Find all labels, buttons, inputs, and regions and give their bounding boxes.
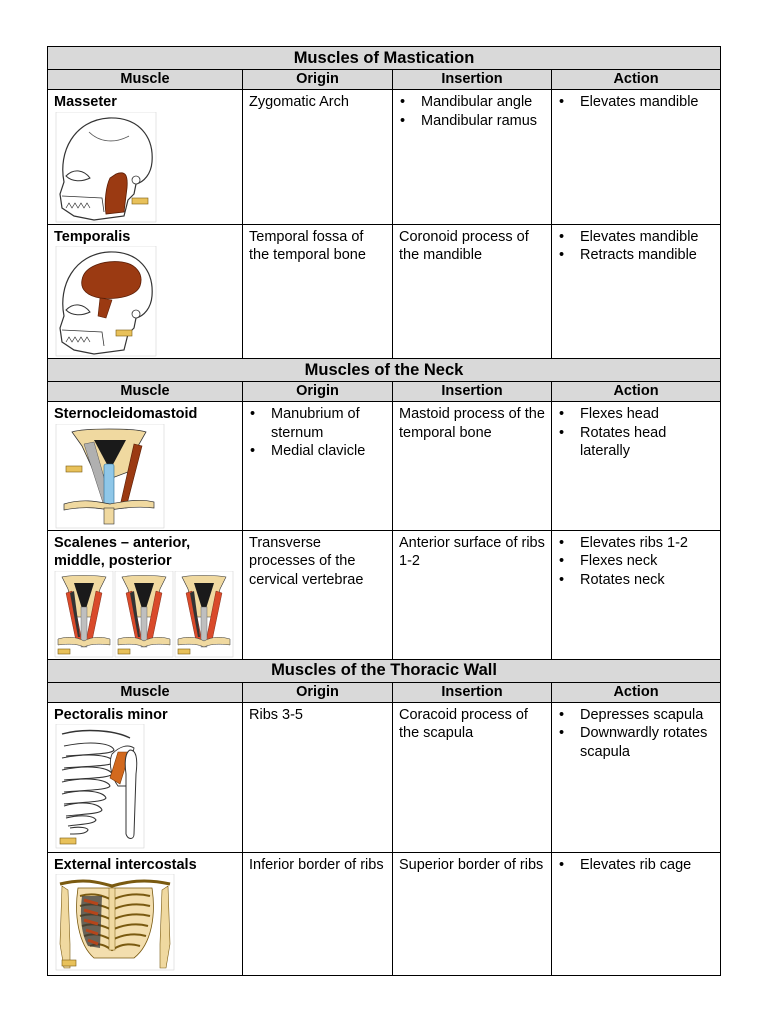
neck-scalenes-illustration [54, 571, 234, 659]
action-cell [552, 530, 721, 659]
section-title: Muscles of the Thoracic Wall [48, 659, 721, 682]
origin-cell: Transverse processes of the cervical vertebrae [243, 530, 393, 659]
insertion-cell [393, 90, 552, 225]
origin-cell: Inferior border of ribs [243, 852, 393, 975]
muscle-name: External intercostals [54, 856, 197, 873]
column-header-muscle: Muscle [48, 382, 243, 402]
insertion-list [399, 93, 546, 130]
origin-list [249, 405, 387, 461]
column-header-muscle: Muscle [48, 682, 243, 702]
list-item: • Downwardly rotates scapula [558, 724, 715, 761]
skull-masseter-illustration [54, 112, 159, 224]
column-header-action: Action [552, 70, 721, 90]
list-item: • Manubrium of sternum [249, 405, 387, 442]
column-header-insertion: Insertion [393, 70, 552, 90]
origin-cell [243, 402, 393, 531]
action-list [558, 405, 715, 461]
muscle-cell [48, 702, 243, 852]
table-row [48, 530, 721, 659]
column-header-action: Action [552, 382, 721, 402]
column-header-action: Action [552, 682, 721, 702]
action-list [558, 93, 715, 112]
muscle-cell [48, 530, 243, 659]
ribcage-intercostals-illustration [54, 874, 176, 972]
list-item: • Rotates neck [558, 571, 715, 590]
skull-temporalis-illustration [54, 246, 159, 358]
muscle-name: Masseter [54, 94, 117, 110]
column-header-muscle: Muscle [48, 70, 243, 90]
list-item: • Rotates head laterally [558, 424, 715, 461]
action-list [558, 534, 715, 590]
section-title: Muscles of the Neck [48, 359, 721, 382]
list-item: • Flexes head [558, 405, 715, 424]
origin-cell: Temporal fossa of the temporal bone [243, 224, 393, 359]
list-item: • Mandibular ramus [399, 112, 546, 131]
muscle-cell [48, 852, 243, 975]
muscle-cell [48, 90, 243, 225]
origin-cell: Ribs 3-5 [243, 702, 393, 852]
action-list [558, 856, 715, 875]
column-header-origin: Origin [243, 682, 393, 702]
list-item: • Elevates ribs 1-2 [558, 534, 715, 553]
list-item: • Elevates mandible [558, 93, 715, 112]
origin-cell: Zygomatic Arch [243, 90, 393, 225]
insertion-cell: Superior border of ribs [393, 852, 552, 975]
action-cell [552, 852, 721, 975]
list-item: • Flexes neck [558, 552, 715, 571]
list-item: • Retracts mandible [558, 246, 715, 265]
action-cell [552, 90, 721, 225]
muscle-name: Sternocleidomastoid [54, 406, 198, 422]
table-row [48, 702, 721, 852]
action-cell [552, 402, 721, 531]
muscle-name: Scalenes – anterior, middle, posterior [54, 534, 191, 569]
action-cell [552, 224, 721, 359]
list-item: • Depresses scapula [558, 706, 715, 725]
insertion-cell: Anterior surface of ribs 1-2 [393, 530, 552, 659]
insertion-cell: Mastoid process of the temporal bone [393, 402, 552, 531]
column-header-insertion: Insertion [393, 382, 552, 402]
column-header-insertion: Insertion [393, 682, 552, 702]
table-row [48, 224, 721, 359]
column-header-origin: Origin [243, 382, 393, 402]
column-header-origin: Origin [243, 70, 393, 90]
neck-sternocleidomastoid-illustration [54, 424, 166, 530]
ribcage-pectoralis-illustration [54, 724, 146, 850]
action-list [558, 706, 715, 762]
table-row [48, 852, 721, 975]
action-list [558, 228, 715, 265]
muscle-name: Temporalis [54, 228, 131, 245]
muscle-name: Pectoralis minor [54, 706, 168, 723]
insertion-cell: Coronoid process of the mandible [393, 224, 552, 359]
list-item: • Mandibular angle [399, 93, 546, 112]
muscle-cell [48, 402, 243, 531]
list-item: • Elevates rib cage [558, 856, 715, 875]
list-item: • Medial clavicle [249, 442, 387, 461]
section-title: Muscles of Mastication [48, 47, 721, 70]
insertion-cell: Coracoid process of the scapula [393, 702, 552, 852]
muscle-cell [48, 224, 243, 359]
list-item: • Elevates mandible [558, 228, 715, 247]
table-row [48, 90, 721, 225]
table-row [48, 402, 721, 531]
muscle-table [47, 46, 721, 976]
action-cell [552, 702, 721, 852]
